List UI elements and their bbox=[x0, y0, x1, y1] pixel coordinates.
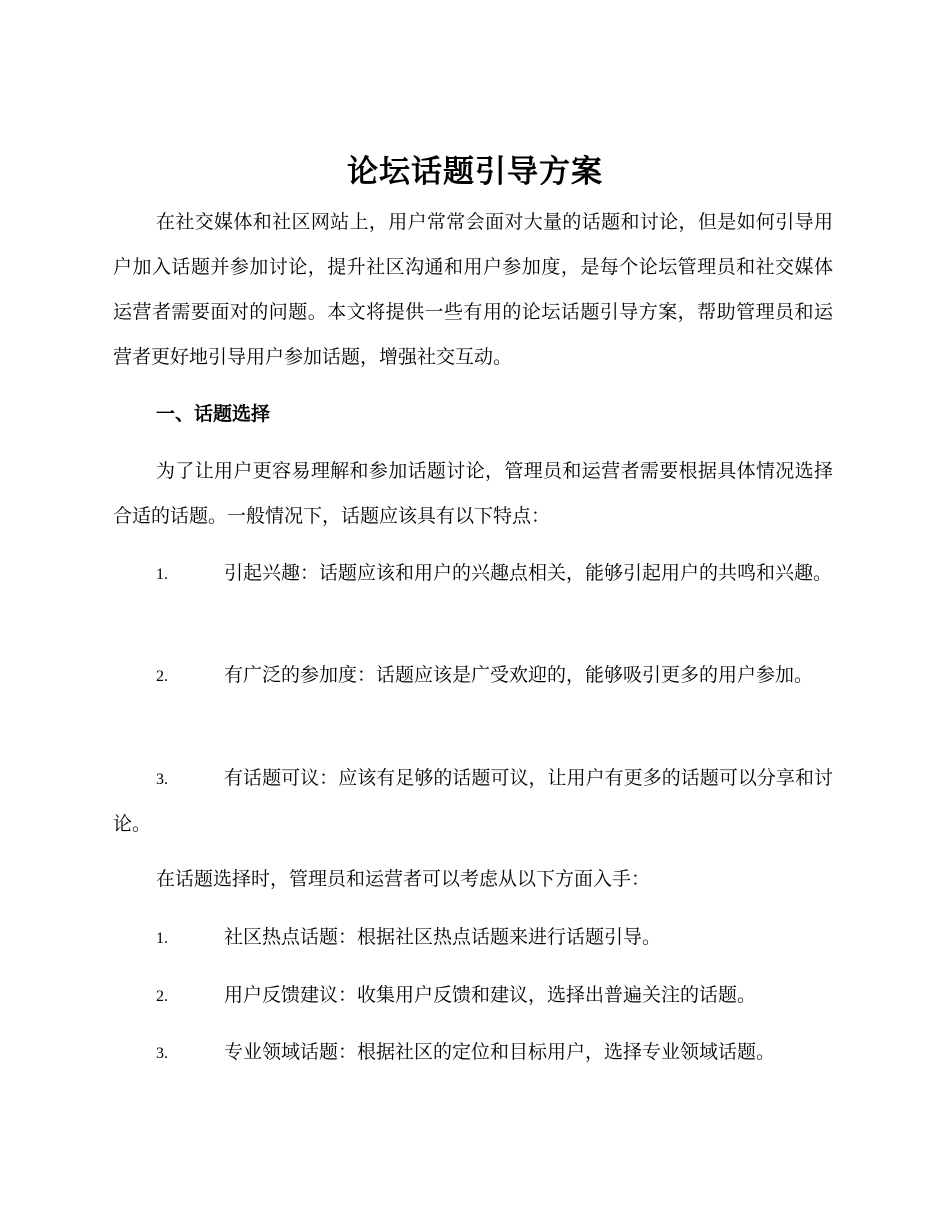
list-text: 用户反馈建议：收集用户反馈和建议，选择出普遍关注的话题。 bbox=[224, 984, 757, 1006]
list-item bbox=[113, 973, 833, 1019]
list-text: 专业领域话题：根据社区的定位和目标用户，选择专业领域话题。 bbox=[224, 1041, 776, 1063]
list-number: 1. bbox=[156, 566, 168, 583]
list-text: 社区热点话题：根据社区热点话题来进行话题引导。 bbox=[224, 926, 662, 948]
list-number: 2. bbox=[156, 668, 168, 685]
list-number: 2. bbox=[156, 988, 168, 1005]
intro-paragraph: 在社交媒体和社区网站上，用户常常会面对大量的话题和讨论，但是如何引导用户加入话题并参加讨论，提升社区沟通和用户参加度，是每个论坛管理员和社交媒体运营者需要面对的问题。本文将提供一些有用的论坛话题引导方案，帮助管理员和运营者更好地引导用户参加话题，增强社交互动。 bbox=[113, 211, 833, 368]
list-item bbox=[113, 756, 833, 847]
section-heading: 一、话题选择 bbox=[156, 403, 271, 425]
document-title: 论坛话题引导方案 bbox=[347, 154, 603, 190]
list-text: 有话题可议：应该有足够的话题可议，让用户有更多的话题可以分享和讨论。 bbox=[113, 767, 833, 835]
list-item bbox=[113, 915, 833, 961]
section-intro-paragraph: 为了让用户更容易理解和参加话题讨论，管理员和运营者需要根据具体情况选择合适的话题。一般情况下，话题应该具有以下特点： bbox=[113, 460, 833, 527]
list-item bbox=[113, 551, 833, 597]
list-text: 有广泛的参加度：话题应该是广受欢迎的，能够吸引更多的用户参加。 bbox=[224, 664, 814, 686]
list-number: 3. bbox=[156, 1045, 168, 1062]
list-text: 引起兴趣：话题应该和用户的兴趣点相关，能够引起用户的共鸣和兴趣。 bbox=[224, 562, 833, 584]
list-item bbox=[113, 1030, 833, 1076]
list-number: 3. bbox=[156, 771, 168, 788]
list-item bbox=[113, 653, 833, 699]
consider-paragraph: 在话题选择时，管理员和运营者可以考虑从以下方面入手： bbox=[156, 868, 651, 890]
list-number: 1. bbox=[156, 930, 168, 947]
